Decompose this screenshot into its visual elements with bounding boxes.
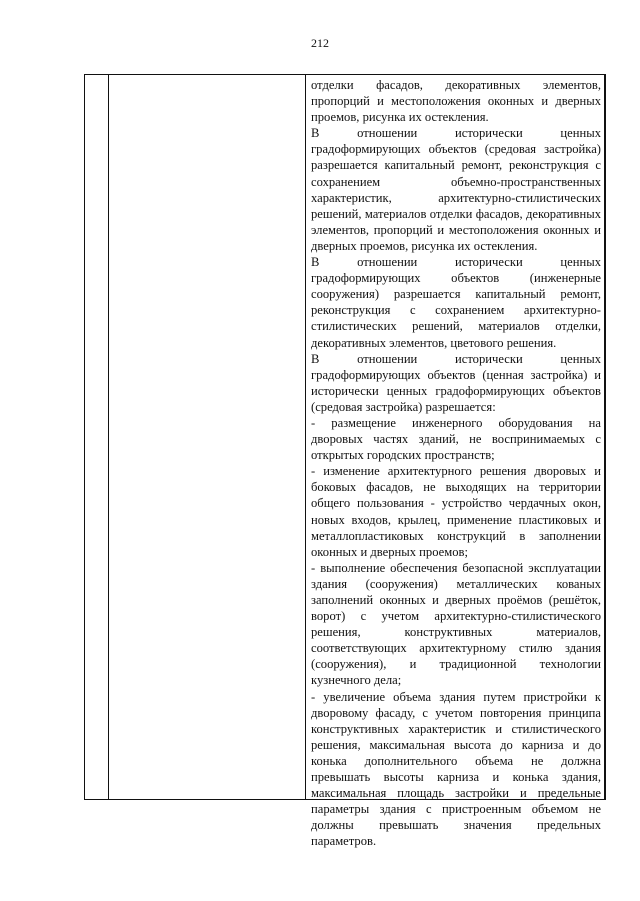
page-number: 212: [311, 36, 329, 50]
paragraph-environmental-buildings: В отношении исторически ценных градоформирующих объектов (средовая застройка) разрешается капитальный ремонт, реконструкция с сохранением объемно-пространственных характеристик, архитектурно-стилистических решений, материалов отделки фасадов, декоративных элементов, пропорций и местоположения оконных и дверных проемов, рисунка их остекления.: [311, 126, 601, 253]
requirements-cell: [311, 77, 601, 850]
list-item-facade-changes: - изменение архитектурного решения дворовых и боковых фасадов, не выходящих на территории общего пользования - устройство чердачных окон, новых входов, крылец, применение пластиковых и металлопластиковых конструкций в заполнении оконных и дверных проемов;: [311, 464, 601, 559]
regulations-table: [84, 74, 606, 849]
list-item-engineering-equipment: - размещение инженерного оборудования на дворовых частях зданий, не воспринимаемых с открытых городских пространств;: [311, 415, 601, 463]
column-divider-first: [108, 75, 109, 799]
column-divider-second: [305, 75, 306, 799]
paragraph-engineering-structures: В отношении исторически ценных градоформирующих объектов (инженерные сооружения) разрешается капитальный ремонт, реконструкция с сохранением архитектурно-стилистических решений, материалов отделки, декоративных элементов, цветового решения.: [311, 255, 601, 350]
paragraph-facade-continuation: отделки фасадов, декоративных элементов, пропорций и местоположения оконных и дверных проемов, рисунка их остекления.: [311, 78, 601, 125]
paragraph-permitted-intro: В отношении исторически ценных градоформирующих объектов (ценная застройка) и исторически ценных градоформирующих объектов (средовая застройка) разрешается:: [311, 351, 601, 414]
list-item-safety-grilles: - выполнение обеспечения безопасной эксплуатации здания (сооружения) металлических кованых заполнений оконных и дверных проёмов (решёток, ворот) с учетом архитектурно-стилистического решения, конструктивных материалов, соответствующих архитектурному стилю здания (сооружения), и традиционной технологии кузнечного дела;: [311, 560, 601, 688]
list-item-extension-volume: - увеличение объема здания путем пристройки к дворовому фасаду, с учетом повторения принципа конструктивных характеристик и стилистического решения, максимальная высота до карниза и до конька дополнительного объема не должна превышать высоты карниза и конька здания, максимальная площадь застройки и предельные параметры здания с пристроенным объемом не должны превышать значения предельных параметров.: [311, 689, 601, 849]
